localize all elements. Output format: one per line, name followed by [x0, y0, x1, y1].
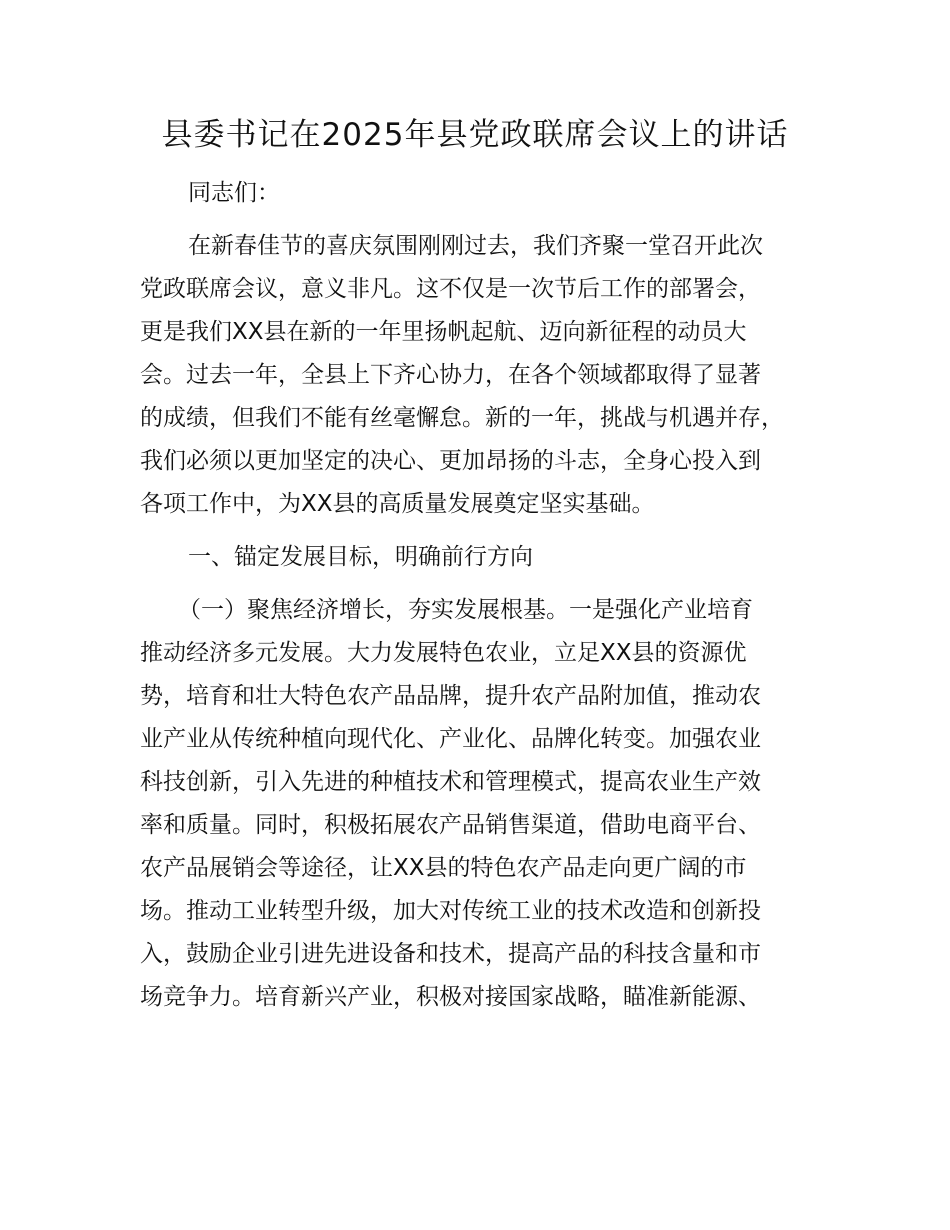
paragraph-line: 科技创新，引入先进的种植技术和管理模式，提高农业生产效 — [140, 769, 761, 795]
paragraph-line: 在新春佳节的喜庆氛围刚刚过去，我们齐聚一堂召开此次 — [188, 233, 763, 259]
paragraph-line: 我们必须以更加坚定的决心、更加昂扬的斗志，全身心投入到 — [140, 448, 761, 474]
paragraph-line: 业产业从传统种植向现代化、产业化、品牌化转变。加强农业 — [140, 726, 761, 752]
section-heading: 一、锚定发展目标，明确前行方向 — [188, 544, 533, 570]
paragraph-line: 场竞争力。培育新兴产业，积极对接国家战略，瞄准新能源、 — [140, 984, 761, 1010]
paragraph-line: 的成绩，但我们不能有丝毫懈怠。新的一年，挑战与机遇并存， — [140, 405, 784, 431]
paragraph-line: 入，鼓励企业引进先进设备和技术，提高产品的科技含量和市 — [140, 941, 761, 967]
paragraph-line: 党政联席会议，意义非凡。这不仅是一次节后工作的部署会， — [140, 276, 761, 302]
paragraph-line: 更是我们XX县在新的一年里扬帆起航、迈向新征程的动员大 — [140, 319, 747, 345]
document-title: 县委书记在2025年县党政联席会议上的讲话 — [161, 117, 789, 153]
paragraph-line: （一）聚焦经济增长，夯实发展根基。一是强化产业培育 — [178, 597, 753, 623]
paragraph-line: 会。过去一年，全县上下齐心协力，在各个领域都取得了显著 — [140, 362, 761, 388]
paragraph-line: 率和质量。同时，积极拓展农产品销售渠道，借助电商平台、 — [140, 812, 761, 838]
paragraph-line: 场。推动工业转型升级，加大对传统工业的技术改造和创新投 — [140, 898, 761, 924]
paragraph-line: 推动经济多元发展。大力发展特色农业，立足XX县的资源优 — [140, 640, 747, 666]
paragraph-line: 农产品展销会等途径，让XX县的特色农产品走向更广阔的市 — [140, 855, 747, 881]
paragraph-line: 各项工作中，为XX县的高质量发展奠定坚实基础。 — [140, 491, 655, 517]
paragraph-line: 势，培育和壮大特色农产品品牌，提升农产品附加值，推动农 — [140, 683, 761, 709]
salutation: 同志们： — [188, 180, 280, 206]
